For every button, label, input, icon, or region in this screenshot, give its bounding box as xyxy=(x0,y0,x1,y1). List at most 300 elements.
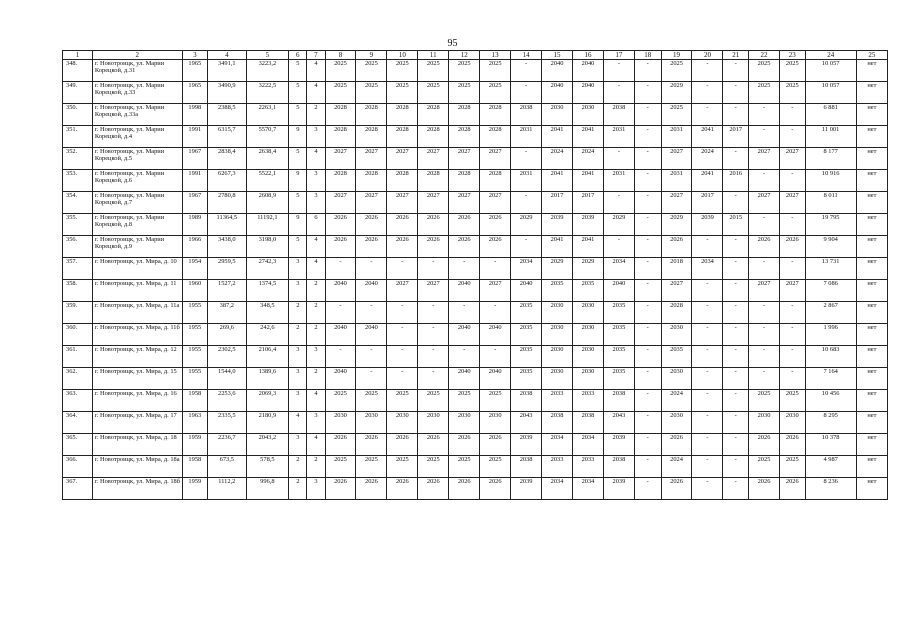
table-cell: 2 867 xyxy=(805,302,856,324)
table-cell: 2028 xyxy=(356,170,387,192)
table-cell: - xyxy=(634,324,661,346)
table-cell: 2043 xyxy=(511,412,542,434)
table-cell: - xyxy=(723,456,749,478)
table-cell: 2024 xyxy=(661,456,692,478)
table-cell: - xyxy=(723,368,749,390)
table-cell: 3 xyxy=(289,280,307,302)
table-cell: 348,5 xyxy=(246,302,289,324)
table-row xyxy=(63,390,888,412)
column-header: 14 xyxy=(511,51,542,60)
table-cell: 2025 xyxy=(779,82,805,104)
table-cell: 2039 xyxy=(692,214,723,236)
table-cell: 2030 xyxy=(542,302,573,324)
address-cell: г. Новотроицк, ул. Мира, д. 11 xyxy=(92,280,182,302)
table-row xyxy=(63,324,888,346)
table-cell: - xyxy=(634,148,661,170)
column-header: 17 xyxy=(603,51,634,60)
table-cell: 2043 xyxy=(603,412,634,434)
table-row xyxy=(63,126,888,148)
table-cell: 2024 xyxy=(573,148,604,170)
table-cell: 9 904 xyxy=(805,236,856,258)
column-header: 7 xyxy=(307,51,325,60)
table-cell: - xyxy=(634,126,661,148)
data-table xyxy=(62,50,888,500)
table-cell: 2030 xyxy=(480,412,511,434)
table-cell: - xyxy=(692,324,723,346)
table-cell: 2 xyxy=(289,324,307,346)
table-cell: - xyxy=(692,456,723,478)
table-cell: 9 xyxy=(289,170,307,192)
table-cell: нет xyxy=(856,412,887,434)
table-cell: 2026 xyxy=(779,236,805,258)
table-row xyxy=(63,192,888,214)
table-cell: - xyxy=(634,346,661,368)
table-cell: 2780,8 xyxy=(208,192,246,214)
table-cell: 2024 xyxy=(542,148,573,170)
table-cell: 3 xyxy=(289,258,307,280)
table-cell: 3223,2 xyxy=(246,60,289,82)
table-cell: 10 916 xyxy=(805,170,856,192)
table-cell: 2017 xyxy=(542,192,573,214)
table-cell: 2035 xyxy=(573,280,604,302)
table-cell: 2 xyxy=(307,302,325,324)
table-cell: 3 xyxy=(289,434,307,456)
table-cell: 2030 xyxy=(661,324,692,346)
table-cell: - xyxy=(723,478,749,500)
table-cell: 1959 xyxy=(182,434,208,456)
table-cell: - xyxy=(692,104,723,126)
table-cell: - xyxy=(511,236,542,258)
table-cell: 2302,5 xyxy=(208,346,246,368)
table-cell: 2025 xyxy=(449,456,480,478)
table-cell: 387,2 xyxy=(208,302,246,324)
table-cell: - xyxy=(779,214,805,236)
table-cell: 2026 xyxy=(480,236,511,258)
table-cell: - xyxy=(418,324,449,346)
table-cell: - xyxy=(603,60,634,82)
table-cell: - xyxy=(387,346,418,368)
table-cell: 2035 xyxy=(661,346,692,368)
table-cell: 2040 xyxy=(542,82,573,104)
table-cell: 4 xyxy=(289,412,307,434)
table-cell: 2026 xyxy=(418,236,449,258)
table-cell: - xyxy=(749,368,780,390)
address-cell: г. Новотроицк, ул. Мира, д. 10 xyxy=(92,258,182,280)
table-cell: нет xyxy=(856,302,887,324)
table-cell: 3 xyxy=(307,478,325,500)
table-cell: 2 xyxy=(289,478,307,500)
column-header: 23 xyxy=(779,51,805,60)
table-cell: 2027 xyxy=(356,148,387,170)
table-cell: нет xyxy=(856,324,887,346)
table-cell: 8 011 xyxy=(805,192,856,214)
table-cell: - xyxy=(634,236,661,258)
table-cell: 1 996 xyxy=(805,324,856,346)
address-cell: г. Новотроицк, ул. Марии Корецкой, д.8 xyxy=(92,214,182,236)
table-cell: 2040 xyxy=(573,60,604,82)
table-cell: 2040 xyxy=(480,368,511,390)
column-header: 3 xyxy=(182,51,208,60)
table-row xyxy=(63,456,888,478)
table-cell: 3491,1 xyxy=(208,60,246,82)
table-cell: 2029 xyxy=(661,214,692,236)
table-cell: 2041 xyxy=(573,170,604,192)
table-cell: 2026 xyxy=(449,236,480,258)
table-cell: 242,6 xyxy=(246,324,289,346)
table-cell: 4 xyxy=(307,236,325,258)
table-cell: 2040 xyxy=(449,280,480,302)
table-cell: - xyxy=(418,302,449,324)
table-cell: 2025 xyxy=(779,390,805,412)
table-cell: - xyxy=(692,302,723,324)
table-cell: 2029 xyxy=(603,214,634,236)
table-row xyxy=(63,302,888,324)
table-cell: 2027 xyxy=(480,192,511,214)
table-cell: - xyxy=(387,302,418,324)
table-cell: - xyxy=(692,434,723,456)
table-cell: 5 xyxy=(289,192,307,214)
table-cell: - xyxy=(779,324,805,346)
table-cell: 2028 xyxy=(325,170,356,192)
row-number-cell: 366. xyxy=(63,456,93,478)
table-cell: 2025 xyxy=(449,390,480,412)
table-cell: 2025 xyxy=(779,456,805,478)
address-cell: г. Новотроицк, ул. Марии Корецкой, д.7 xyxy=(92,192,182,214)
table-cell: 2026 xyxy=(418,214,449,236)
table-cell: 2030 xyxy=(542,346,573,368)
table-cell: - xyxy=(449,302,480,324)
column-header: 25 xyxy=(856,51,887,60)
table-cell: 2608,9 xyxy=(246,192,289,214)
table-cell: 1374,5 xyxy=(246,280,289,302)
row-number-cell: 357. xyxy=(63,258,93,280)
table-cell: 4 xyxy=(307,148,325,170)
table-cell: - xyxy=(723,302,749,324)
address-cell: г. Новотроицк, ул. Марии Корецкой, д.6 xyxy=(92,170,182,192)
table-cell: 2026 xyxy=(749,236,780,258)
table-cell: 2742,3 xyxy=(246,258,289,280)
row-number-cell: 362. xyxy=(63,368,93,390)
table-cell: 2026 xyxy=(661,236,692,258)
table-cell: 2026 xyxy=(356,434,387,456)
address-cell: г. Новотроицк, ул. Марии Корецкой, д.33а xyxy=(92,104,182,126)
table-cell: - xyxy=(723,192,749,214)
row-number-cell: 361. xyxy=(63,346,93,368)
table-cell: 2034 xyxy=(511,258,542,280)
table-cell: 2026 xyxy=(356,236,387,258)
table-cell: 2025 xyxy=(661,60,692,82)
table-cell: 2039 xyxy=(603,434,634,456)
table-row xyxy=(63,82,888,104)
table-cell: 19 795 xyxy=(805,214,856,236)
table-cell: - xyxy=(511,148,542,170)
table-cell: 2017 xyxy=(723,126,749,148)
table-cell: 2025 xyxy=(325,60,356,82)
table-cell: 2025 xyxy=(661,104,692,126)
table-cell: 5 xyxy=(289,236,307,258)
table-cell: - xyxy=(511,82,542,104)
table-cell: 2028 xyxy=(449,126,480,148)
table-cell: - xyxy=(779,258,805,280)
table-cell: 2026 xyxy=(779,434,805,456)
table-cell: 2041 xyxy=(542,170,573,192)
table-cell: 2025 xyxy=(480,60,511,82)
table-cell: 7 086 xyxy=(805,280,856,302)
table-cell: 2027 xyxy=(387,280,418,302)
row-number-cell: 365. xyxy=(63,434,93,456)
table-cell: 7 164 xyxy=(805,368,856,390)
table-cell: - xyxy=(418,368,449,390)
column-header: 4 xyxy=(208,51,246,60)
table-cell: нет xyxy=(856,170,887,192)
table-cell: 5 xyxy=(289,104,307,126)
table-cell: 1991 xyxy=(182,126,208,148)
table-cell: 2024 xyxy=(661,390,692,412)
table-cell: нет xyxy=(856,148,887,170)
table-cell: 2028 xyxy=(480,126,511,148)
table-cell: - xyxy=(723,236,749,258)
row-number-cell: 350. xyxy=(63,104,93,126)
table-cell: - xyxy=(749,104,780,126)
table-cell: 2035 xyxy=(511,368,542,390)
table-cell: 2025 xyxy=(387,390,418,412)
table-cell: нет xyxy=(856,214,887,236)
table-cell: 2028 xyxy=(356,104,387,126)
table-cell: 2 xyxy=(289,302,307,324)
table-cell: 2026 xyxy=(325,214,356,236)
table-cell: 2035 xyxy=(542,280,573,302)
table-cell: - xyxy=(723,60,749,82)
column-header: 12 xyxy=(449,51,480,60)
table-cell: 2040 xyxy=(449,324,480,346)
table-cell: 2028 xyxy=(387,170,418,192)
table-cell: 2035 xyxy=(511,302,542,324)
table-cell: 2025 xyxy=(779,60,805,82)
table-cell: 2030 xyxy=(387,412,418,434)
table-cell: нет xyxy=(856,478,887,500)
table-cell: - xyxy=(634,280,661,302)
table-cell: 2040 xyxy=(325,324,356,346)
table-cell: - xyxy=(692,60,723,82)
table-cell: 4 xyxy=(307,82,325,104)
table-cell: 1965 xyxy=(182,82,208,104)
table-cell: - xyxy=(723,324,749,346)
table-cell: 10 057 xyxy=(805,82,856,104)
table-row xyxy=(63,412,888,434)
table-cell: 2038 xyxy=(542,412,573,434)
table-cell: 2035 xyxy=(603,368,634,390)
table-cell: 2038 xyxy=(511,104,542,126)
table-cell: нет xyxy=(856,104,887,126)
table-cell: 2030 xyxy=(661,412,692,434)
table-cell: 2 xyxy=(307,368,325,390)
table-cell: 2016 xyxy=(723,170,749,192)
table-cell: 2030 xyxy=(573,368,604,390)
table-row xyxy=(63,60,888,82)
table-cell: нет xyxy=(856,258,887,280)
table-cell: 2027 xyxy=(449,148,480,170)
table-cell: - xyxy=(634,170,661,192)
table-cell: - xyxy=(634,478,661,500)
table-cell: - xyxy=(723,148,749,170)
table-cell: 2035 xyxy=(511,324,542,346)
table-cell: - xyxy=(749,324,780,346)
table-cell: 2025 xyxy=(749,82,780,104)
table-cell: 2025 xyxy=(325,82,356,104)
table-cell: 578,5 xyxy=(246,456,289,478)
address-cell: г. Новотроицк, ул. Мира, д. 18б xyxy=(92,478,182,500)
table-cell: 2025 xyxy=(449,82,480,104)
table-cell: 2638,4 xyxy=(246,148,289,170)
table-cell: 2040 xyxy=(356,280,387,302)
table-cell: - xyxy=(723,346,749,368)
table-cell: 2040 xyxy=(449,368,480,390)
row-number-cell: 355. xyxy=(63,214,93,236)
table-cell: - xyxy=(634,258,661,280)
table-cell: 2038 xyxy=(603,456,634,478)
table-cell: 2026 xyxy=(480,214,511,236)
table-cell: 2038 xyxy=(603,390,634,412)
address-cell: г. Новотроицк, ул. Марии Корецкой, д.9 xyxy=(92,236,182,258)
address-cell: г. Новотроицк, ул. Мира, д. 11б xyxy=(92,324,182,346)
table-cell: - xyxy=(634,302,661,324)
table-cell: - xyxy=(480,302,511,324)
table-cell: нет xyxy=(856,280,887,302)
table-cell: - xyxy=(511,60,542,82)
table-cell: 2027 xyxy=(418,280,449,302)
row-number-cell: 359. xyxy=(63,302,93,324)
table-cell: 3 xyxy=(307,170,325,192)
table-cell: - xyxy=(779,346,805,368)
table-cell: 2959,5 xyxy=(208,258,246,280)
column-header: 2 xyxy=(92,51,182,60)
table-cell: 11364,5 xyxy=(208,214,246,236)
table-cell: - xyxy=(634,214,661,236)
table-cell: 2031 xyxy=(511,126,542,148)
column-header: 10 xyxy=(387,51,418,60)
table-cell: 1955 xyxy=(182,324,208,346)
table-row xyxy=(63,478,888,500)
table-cell: 2025 xyxy=(418,60,449,82)
table-cell: 2030 xyxy=(449,412,480,434)
address-cell: г. Новотроицк, ул. Мира, д. 18 xyxy=(92,434,182,456)
table-cell: 9 xyxy=(289,126,307,148)
table-cell: 6267,3 xyxy=(208,170,246,192)
table-cell: 2027 xyxy=(325,192,356,214)
table-cell: - xyxy=(603,82,634,104)
table-cell: 2031 xyxy=(661,170,692,192)
table-cell: 1527,2 xyxy=(208,280,246,302)
table-cell: 2033 xyxy=(573,456,604,478)
table-cell: 2028 xyxy=(387,126,418,148)
table-cell: 2027 xyxy=(387,192,418,214)
table-cell: 3 xyxy=(307,346,325,368)
table-cell: 1965 xyxy=(182,60,208,82)
table-cell: 1966 xyxy=(182,236,208,258)
table-cell: 2034 xyxy=(692,258,723,280)
table-cell: 2038 xyxy=(573,412,604,434)
table-cell: 5 xyxy=(289,148,307,170)
table-cell: 2017 xyxy=(573,192,604,214)
table-cell: - xyxy=(449,346,480,368)
table-cell: 1959 xyxy=(182,478,208,500)
column-header: 15 xyxy=(542,51,573,60)
table-cell: 2028 xyxy=(480,170,511,192)
table-cell: - xyxy=(749,346,780,368)
table-cell: нет xyxy=(856,456,887,478)
table-cell: 2038 xyxy=(603,104,634,126)
table-cell: 8 177 xyxy=(805,148,856,170)
table-cell: 1967 xyxy=(182,192,208,214)
table-cell: 2026 xyxy=(480,434,511,456)
table-cell: 2028 xyxy=(449,104,480,126)
row-number-cell: 360. xyxy=(63,324,93,346)
table-cell: - xyxy=(480,258,511,280)
table-cell: 2025 xyxy=(480,82,511,104)
table-cell: - xyxy=(723,412,749,434)
table-cell: 3 xyxy=(307,412,325,434)
table-cell: 2028 xyxy=(325,126,356,148)
table-cell: 2026 xyxy=(661,478,692,500)
table-cell: 2041 xyxy=(573,126,604,148)
address-cell: г. Новотроицк, ул. Мира, д. 18а xyxy=(92,456,182,478)
table-cell: - xyxy=(692,82,723,104)
table-cell: 2025 xyxy=(387,82,418,104)
table-cell: нет xyxy=(856,368,887,390)
table-cell: - xyxy=(603,236,634,258)
row-number-cell: 364. xyxy=(63,412,93,434)
row-number-cell: 351. xyxy=(63,126,93,148)
table-cell: 5 xyxy=(289,60,307,82)
table-cell: - xyxy=(387,258,418,280)
table-cell: - xyxy=(749,170,780,192)
table-cell: 2106,4 xyxy=(246,346,289,368)
table-cell: 2017 xyxy=(692,192,723,214)
column-header: 5 xyxy=(246,51,289,60)
table-cell: 2031 xyxy=(661,126,692,148)
table-cell: - xyxy=(723,390,749,412)
table-cell: 1958 xyxy=(182,456,208,478)
table-cell: 4 xyxy=(307,60,325,82)
column-header: 20 xyxy=(692,51,723,60)
table-cell: 2030 xyxy=(573,104,604,126)
table-cell: 2025 xyxy=(356,456,387,478)
table-cell: 5522,1 xyxy=(246,170,289,192)
table-cell: 2025 xyxy=(356,390,387,412)
table-cell: - xyxy=(603,148,634,170)
table-cell: - xyxy=(692,412,723,434)
table-cell: 2069,3 xyxy=(246,390,289,412)
address-cell: г. Новотроицк, ул. Марии Корецкой, д.31 xyxy=(92,60,182,82)
table-cell: 2027 xyxy=(749,148,780,170)
table-cell: 2027 xyxy=(449,192,480,214)
table-cell: - xyxy=(449,258,480,280)
table-cell: - xyxy=(779,126,805,148)
table-row xyxy=(63,236,888,258)
table-cell: 2030 xyxy=(573,302,604,324)
table-cell: 2030 xyxy=(661,368,692,390)
table-cell: 2025 xyxy=(356,60,387,82)
table-cell: - xyxy=(723,258,749,280)
table-body xyxy=(63,60,888,500)
table-cell: 2180,9 xyxy=(246,412,289,434)
table-cell: 3 xyxy=(289,390,307,412)
table-cell: - xyxy=(356,368,387,390)
table-cell: 1954 xyxy=(182,258,208,280)
table-cell: 2033 xyxy=(573,390,604,412)
table-cell: 2026 xyxy=(325,236,356,258)
row-number-cell: 363. xyxy=(63,390,93,412)
